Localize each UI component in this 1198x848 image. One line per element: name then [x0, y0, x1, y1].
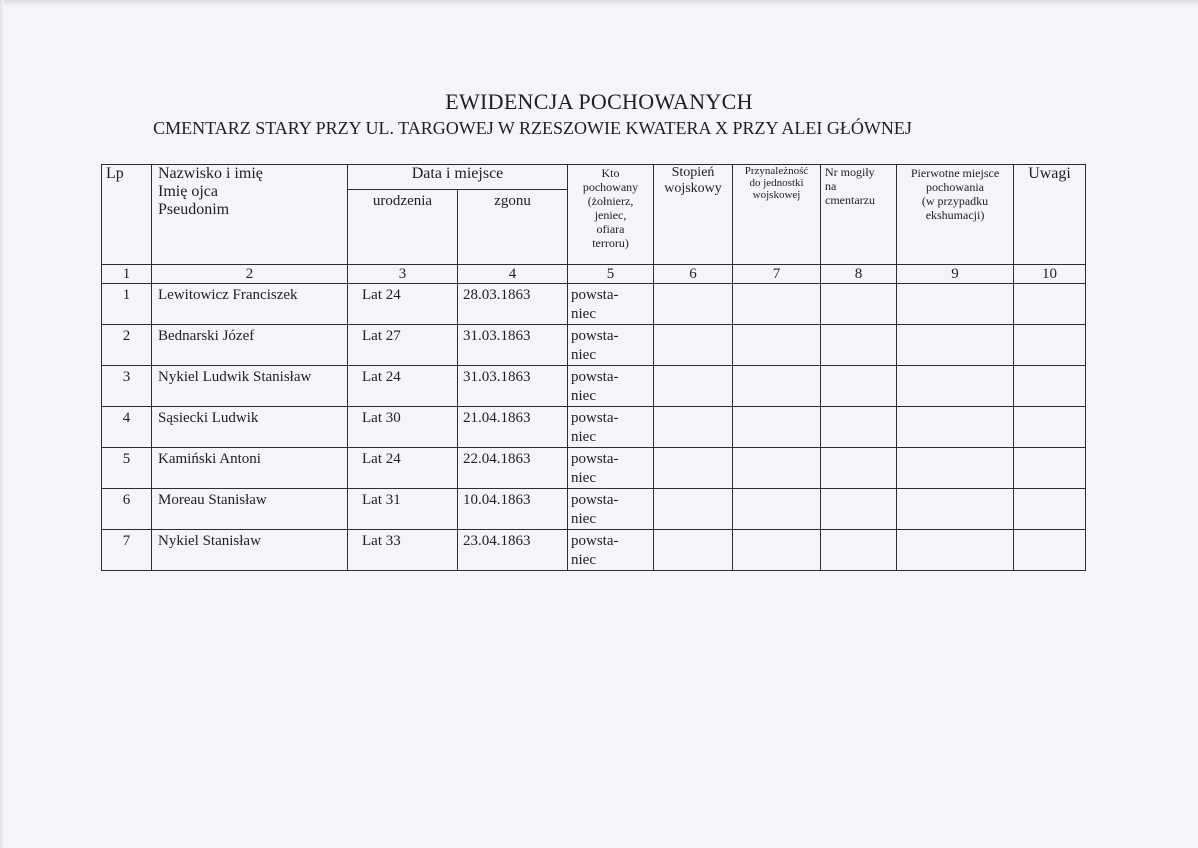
header-przynaleznosc: [733, 165, 821, 265]
document-title: EWIDENCJA POCHOWANYCH: [445, 89, 753, 114]
header-grave-line-3: cmentarzu: [825, 193, 875, 207]
row-pierwotne-miejsce: [897, 284, 1014, 325]
row-kto-line-2: niec: [571, 388, 596, 404]
row-kto-line-1: powsta-: [571, 369, 619, 385]
header-stopien: [654, 165, 733, 265]
header-row-1: [102, 165, 1086, 190]
row-uwagi: [1014, 366, 1086, 407]
row-kto-line-2: niec: [571, 470, 596, 486]
header-nr-mogily: [821, 165, 897, 265]
row-birth: Lat 30: [348, 407, 458, 448]
header-kto-line-6: terroru): [592, 236, 629, 250]
row-lp: 7: [102, 530, 152, 571]
header-name-line-3: Pseudonim: [158, 201, 230, 218]
header-kto-line-2: pochowany: [582, 180, 639, 194]
header-date-place: Data i miejsce: [348, 165, 568, 190]
row-pierwotne-miejsce: [897, 407, 1014, 448]
header-kto-line-5: ofiara: [596, 222, 625, 236]
row-birth: Lat 24: [348, 284, 458, 325]
header-rank-line-2: wojskowy: [664, 181, 722, 196]
row-stopien: [654, 489, 733, 530]
row-kto-pochowany: [568, 530, 654, 571]
row-birth: Lat 27: [348, 325, 458, 366]
row-nr-mogily: [821, 489, 897, 530]
header-kto-pochowany: [568, 165, 654, 265]
row-death-date: 31.03.1863: [458, 366, 568, 407]
row-birth: Lat 24: [348, 366, 458, 407]
row-kto-pochowany: [568, 366, 654, 407]
table-row: [102, 325, 1086, 366]
column-number: 2: [152, 265, 348, 284]
row-kto-pochowany: [568, 489, 654, 530]
row-nr-mogily: [821, 407, 897, 448]
row-kto-line-1: powsta-: [571, 492, 619, 508]
header-orig-line-1: Pierwotne miejsce: [910, 166, 1000, 180]
row-nr-mogily: [821, 284, 897, 325]
row-name: Bednarski Józef: [152, 325, 348, 366]
row-stopien: [654, 284, 733, 325]
column-number: 4: [458, 265, 568, 284]
row-lp: 6: [102, 489, 152, 530]
row-birth: Lat 33: [348, 530, 458, 571]
row-name: Sąsiecki Ludwik: [152, 407, 348, 448]
row-death-date: 22.04.1863: [458, 448, 568, 489]
row-kto-pochowany: [568, 407, 654, 448]
header-uwagi: Uwagi: [1014, 165, 1086, 265]
header-orig-line-3: (w przypadku: [921, 194, 989, 208]
row-name: Lewitowicz Franciszek: [152, 284, 348, 325]
row-stopien: [654, 366, 733, 407]
header-name: [152, 165, 348, 265]
row-name: Nykiel Stanisław: [152, 530, 348, 571]
row-kto-line-1: powsta-: [571, 533, 619, 549]
header-kto-line-3: (żołnierz,: [587, 194, 634, 208]
row-lp: 5: [102, 448, 152, 489]
header-grave-line-2: na: [825, 179, 837, 193]
row-nr-mogily: [821, 366, 897, 407]
row-stopien: [654, 530, 733, 571]
row-przynaleznosc: [733, 489, 821, 530]
row-pierwotne-miejsce: [897, 366, 1014, 407]
row-przynaleznosc: [733, 407, 821, 448]
row-przynaleznosc: [733, 366, 821, 407]
row-death-date: 28.03.1863: [458, 284, 568, 325]
row-uwagi: [1014, 448, 1086, 489]
row-birth: Lat 24: [348, 448, 458, 489]
document-subtitle: CMENTARZ STARY PRZY UL. TARGOWEJ W RZESZOWIE KWATERA X PRZY ALEI GŁÓWNEJ: [153, 118, 912, 138]
row-przynaleznosc: [733, 530, 821, 571]
header-orig-line-2: pochowania: [926, 180, 984, 194]
header-lp: Lp: [102, 165, 152, 265]
column-number: 8: [821, 265, 897, 284]
table-row: [102, 530, 1086, 571]
row-stopien: [654, 448, 733, 489]
row-stopien: [654, 407, 733, 448]
column-number: 3: [348, 265, 458, 284]
row-kto-line-2: niec: [571, 347, 596, 363]
header-grave-line-1: Nr mogiły: [825, 165, 875, 179]
scan-edge-top: [0, 0, 1198, 6]
column-number: 10: [1014, 265, 1086, 284]
row-name: Kamiński Antoni: [152, 448, 348, 489]
row-death-date: 21.04.1863: [458, 407, 568, 448]
row-nr-mogily: [821, 530, 897, 571]
row-death-date: 23.04.1863: [458, 530, 568, 571]
header-name-line-1: Nazwisko i imię: [158, 165, 263, 182]
header-rank-line-1: Stopień: [671, 165, 715, 180]
row-przynaleznosc: [733, 448, 821, 489]
table-row: [102, 448, 1086, 489]
row-name: Moreau Stanisław: [152, 489, 348, 530]
column-number: 1: [102, 265, 152, 284]
row-kto-line-2: niec: [571, 429, 596, 445]
row-kto-line-1: powsta-: [571, 328, 619, 344]
row-pierwotne-miejsce: [897, 325, 1014, 366]
row-lp: 1: [102, 284, 152, 325]
row-kto-line-2: niec: [571, 511, 596, 527]
row-kto-pochowany: [568, 448, 654, 489]
column-number: 9: [897, 265, 1014, 284]
row-name: Nykiel Ludwik Stanisław: [152, 366, 348, 407]
row-kto-line-2: niec: [571, 306, 596, 322]
row-pierwotne-miejsce: [897, 489, 1014, 530]
column-number: 5: [568, 265, 654, 284]
header-urodzenia: urodzenia: [348, 190, 458, 265]
row-uwagi: [1014, 284, 1086, 325]
burial-register-table: [101, 164, 1086, 571]
row-lp: 3: [102, 366, 152, 407]
row-kto-pochowany: [568, 325, 654, 366]
row-uwagi: [1014, 407, 1086, 448]
header-unit-line-3: wojskowej: [752, 189, 801, 201]
row-stopien: [654, 325, 733, 366]
row-uwagi: [1014, 530, 1086, 571]
row-uwagi: [1014, 489, 1086, 530]
header-unit-line-2: do jednostki: [749, 177, 804, 189]
column-number-row: [102, 265, 1086, 284]
header-kto-line-1: Kto: [601, 166, 620, 180]
table-row: [102, 407, 1086, 448]
row-pierwotne-miejsce: [897, 448, 1014, 489]
row-kto-line-1: powsta-: [571, 451, 619, 467]
header-orig-line-4: ekshumacji): [925, 208, 985, 222]
row-death-date: 10.04.1863: [458, 489, 568, 530]
header-zgonu: zgonu: [458, 190, 568, 265]
table-row: [102, 284, 1086, 325]
row-kto-line-1: powsta-: [571, 410, 619, 426]
column-number: 7: [733, 265, 821, 284]
header-name-line-2: Imię ojca: [158, 183, 218, 200]
row-kto-line-1: powsta-: [571, 287, 619, 303]
header-unit-line-1: Przynależność: [744, 165, 809, 177]
header-kto-line-4: jeniec,: [594, 208, 627, 222]
row-kto-pochowany: [568, 284, 654, 325]
row-pierwotne-miejsce: [897, 530, 1014, 571]
table-row: [102, 489, 1086, 530]
register-rows: [102, 284, 1086, 571]
row-uwagi: [1014, 325, 1086, 366]
row-nr-mogily: [821, 325, 897, 366]
row-kto-line-2: niec: [571, 552, 596, 568]
row-nr-mogily: [821, 448, 897, 489]
table-row: [102, 366, 1086, 407]
row-birth: Lat 31: [348, 489, 458, 530]
header-pierwotne-miejsce: [897, 165, 1014, 265]
row-przynaleznosc: [733, 325, 821, 366]
row-przynaleznosc: [733, 284, 821, 325]
row-lp: 4: [102, 407, 152, 448]
column-number: 6: [654, 265, 733, 284]
row-death-date: 31.03.1863: [458, 325, 568, 366]
row-lp: 2: [102, 325, 152, 366]
